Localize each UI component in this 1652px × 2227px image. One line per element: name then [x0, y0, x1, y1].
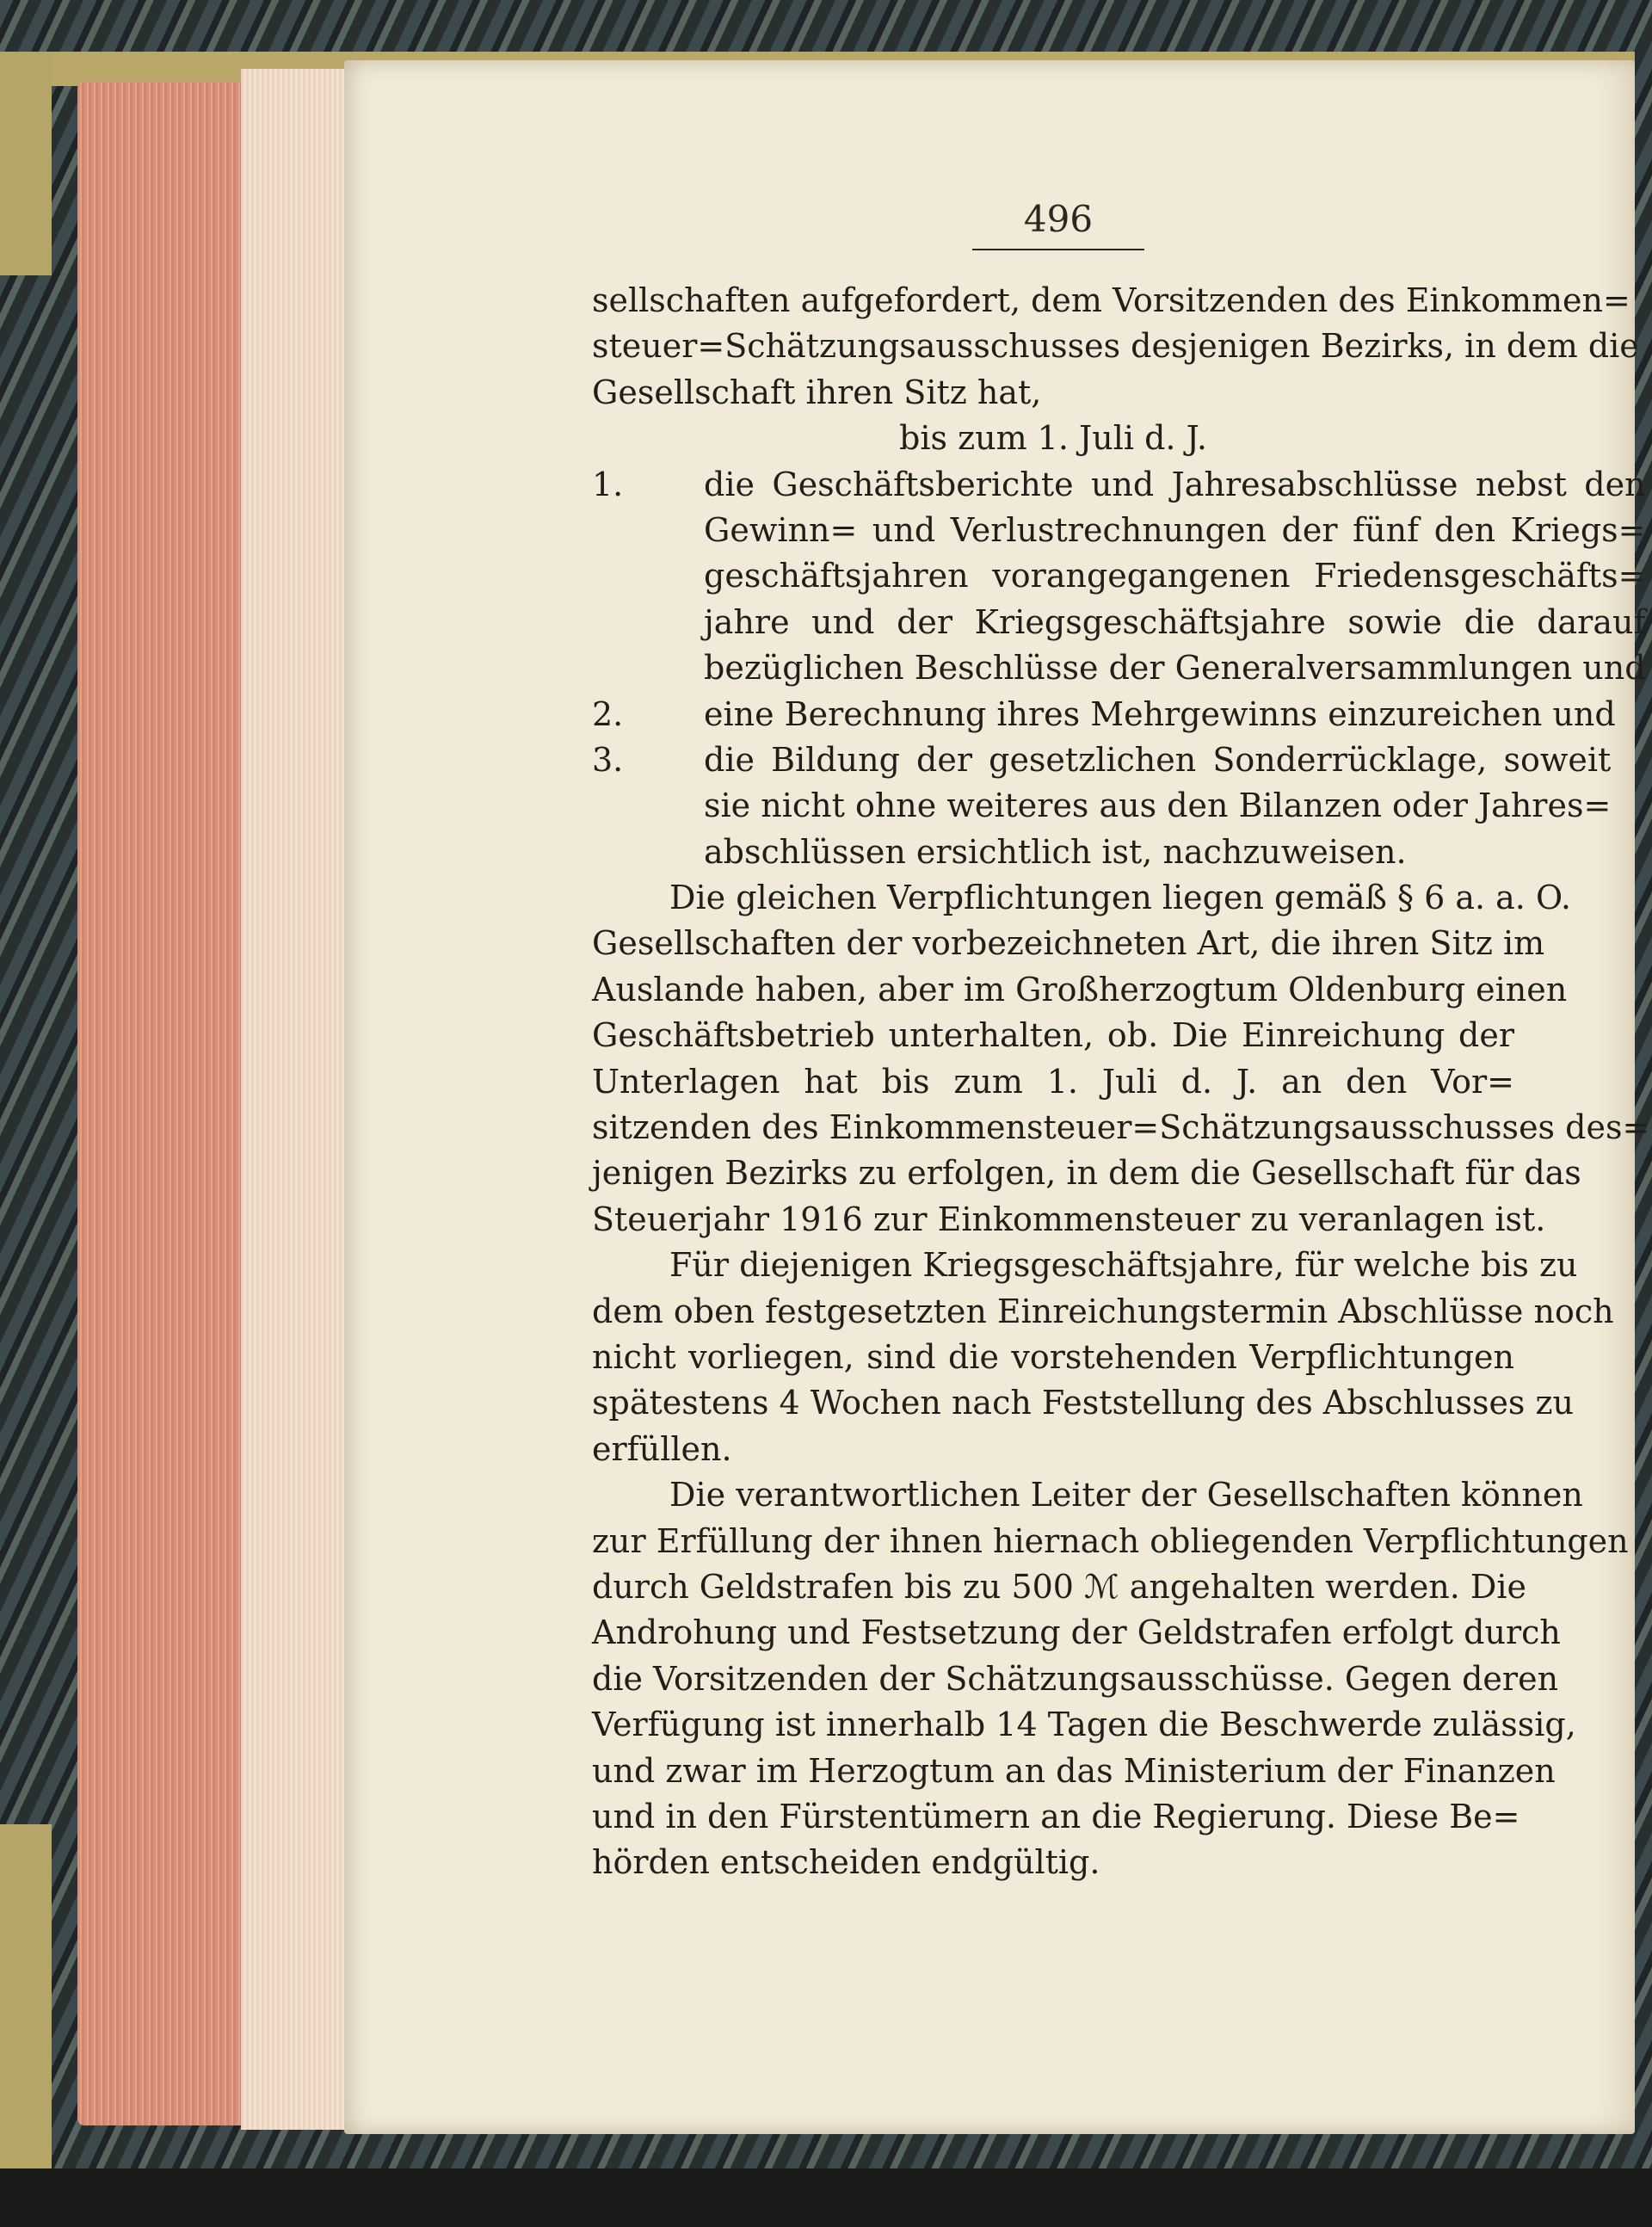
page-block-edges-light — [241, 69, 361, 2130]
text-line: Unterlagen hat bis zum 1. Juli d. J. an den Vor= — [592, 1062, 1514, 1101]
page-text — [592, 278, 1650, 1886]
list-item-number: 1. — [592, 465, 624, 503]
text-line: Steuerjahr 1916 zur Einkommensteuer zu veranlagen ist. — [592, 1200, 1546, 1238]
text-line: die Bildung der gesetzlichen Sonderrücklage, soweit — [704, 740, 1612, 779]
page-number: 496 — [972, 198, 1144, 250]
text-line: die Geschäftsberichte und Jahresabschlüsse nebst den — [704, 465, 1646, 503]
book-spine-band-top — [0, 52, 52, 275]
text-line: Die gleichen Verpflichtungen liegen gemäß § 6 a. a. O. — [669, 879, 1571, 917]
text-line: Geschäftsbetrieb unterhalten, ob. Die Einreichung der — [592, 1016, 1514, 1055]
text-line: eine Berechnung ihres Mehrgewinns einzureichen und — [704, 694, 1616, 733]
text-line: hörden entscheiden endgültig. — [592, 1843, 1100, 1882]
text-line: Androhung und Festsetzung der Geldstrafen erfolgt durch — [592, 1613, 1561, 1652]
text-line: Gewinn= und Verlustrechnungen der fünf den Kriegs= — [704, 510, 1646, 549]
book-cover-bottom — [0, 2168, 1652, 2227]
text-line: sie nicht ohne weiteres aus den Bilanzen oder Jahres= — [704, 787, 1612, 825]
text-line: Für diejenigen Kriegsgeschäftsjahre, für welche bis zu — [669, 1246, 1578, 1285]
text-line: durch Geldstrafen bis zu 500 ℳ angehalten werden. Die — [592, 1567, 1527, 1606]
text-line: Gesellschaft ihren Sitz hat, — [592, 373, 1042, 411]
list-item-1 — [592, 462, 1646, 692]
deadline-line: bis zum 1. Juli d. J. — [899, 419, 1207, 458]
text-line: jenigen Bezirks zu erfolgen, in dem die Gesellschaft für das — [592, 1154, 1581, 1193]
text-line: zur Erfüllung der ihnen hiernach obliegenden Verpflichtungen — [592, 1521, 1629, 1560]
text-line: dem oben festgesetzten Einreichungstermin Abschlüsse noch — [592, 1292, 1614, 1330]
text-line: Gesellschaften der vorbezeichneten Art, die ihren Sitz im — [592, 924, 1545, 963]
list-item-3 — [592, 737, 1612, 875]
text-line: sellschaften aufgefordert, dem Vorsitzenden des Einkommen= — [592, 281, 1630, 319]
text-line: nicht vorliegen, sind die vorstehenden Verpflichtungen — [592, 1338, 1514, 1376]
text-line: erfüllen. — [592, 1429, 732, 1468]
text-line: und zwar im Herzogtum an das Ministerium der Finanzen — [592, 1751, 1556, 1790]
text-line: Die verantwortlichen Leiter der Gesellschaften können — [669, 1476, 1583, 1514]
text-line: steuer=Schätzungsausschusses desjenigen Bezirks, in dem die — [592, 327, 1639, 366]
text-line: sitzenden des Einkommensteuer=Schätzungsausschusses des= — [592, 1108, 1650, 1147]
text-line: abschlüssen ersichtlich ist, nachzuweisen. — [704, 832, 1407, 871]
list-item-number: 3. — [592, 740, 624, 779]
text-line: jahre und der Kriegsgeschäftsjahre sowie die darauf — [704, 602, 1646, 641]
text-line: Verfügung ist innerhalb 14 Tagen die Beschwerde zulässig, — [592, 1706, 1576, 1744]
list-item-number: 2. — [592, 694, 624, 733]
text-line: Auslande haben, aber im Großherzogtum Oldenburg einen — [592, 970, 1568, 1009]
text-line: und in den Fürstentümern an die Regierung. Diese Be= — [592, 1797, 1520, 1835]
text-line: die Vorsitzenden der Schätzungsausschüsse. Gegen deren — [592, 1659, 1559, 1698]
text-line: geschäftsjahren vorangegangenen Friedensgeschäfts= — [704, 557, 1646, 595]
list-item-2 — [592, 692, 1616, 737]
text-line: spätestens 4 Wochen nach Feststellung des Abschlusses zu — [592, 1384, 1575, 1422]
book-spine-band-bottom — [0, 1824, 52, 2227]
text-line: bezüglichen Beschlüsse der Generalversammlungen und — [704, 649, 1646, 688]
